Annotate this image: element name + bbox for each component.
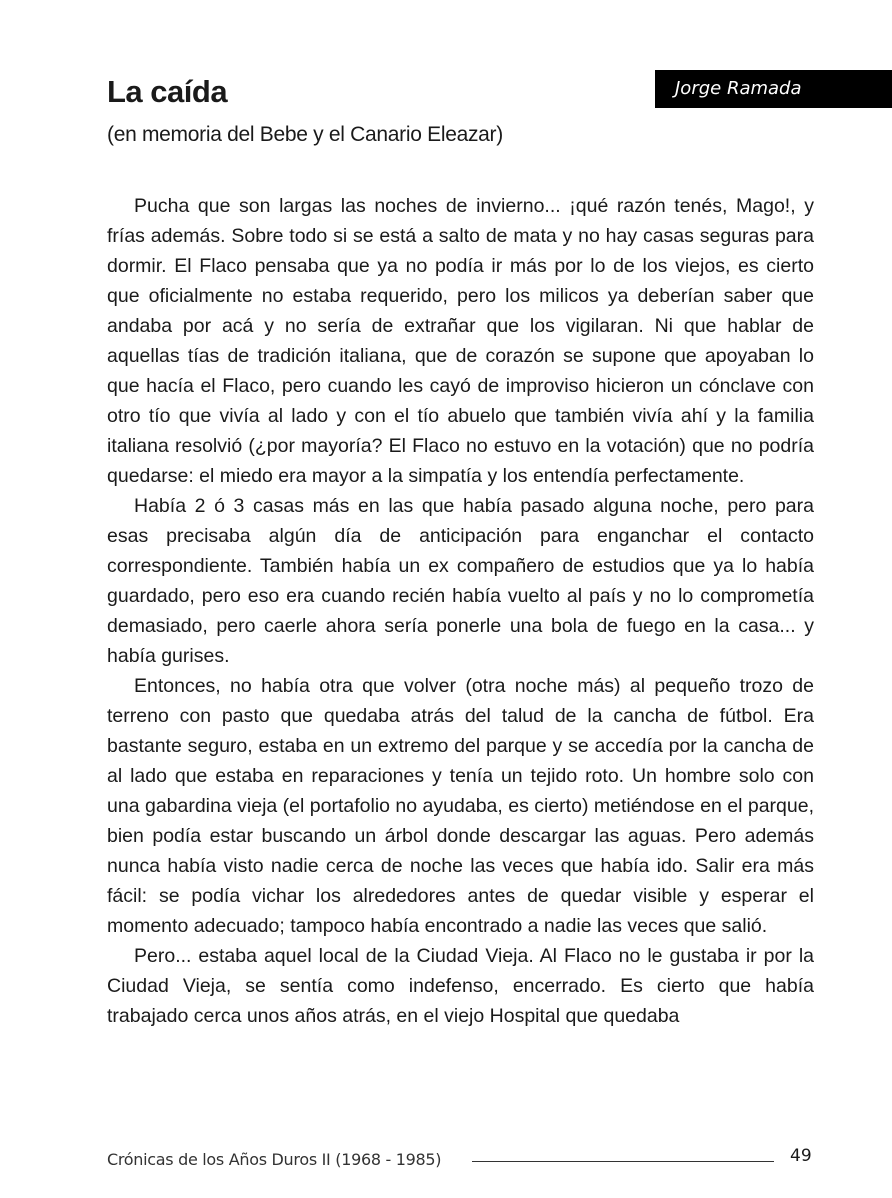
paragraph: Entonces, no había otra que volver (otra noche más) al pequeño trozo de terreno con pasto que quedaba atrás del talud de la cancha de fútbol. Era bastante seguro, estaba en un extremo del parque y se accedía por la cancha de al lado que estaba en reparaciones y tenía un tejido roto. Un hombre solo con una gabardina vieja (el portafolio no ayudaba, es cierto) metiéndose en el parque, bien podía estar buscando un árbol donde descargar las aguas. Pero además nunca había visto nadie cerca de noche las veces que había ido. Salir era más fácil: se podía vichar los alrededores antes de quedar visible y esperar el momento adecuado; tampoco había encontrado a nadie las veces que salió. xyxy=(107,675,814,937)
paragraph: Pucha que son largas las noches de invierno... ¡qué razón tenés, Mago!, y frías además. Sobre todo si se está a salto de mata y no hay casas seguras para dormir. El Flaco pensaba que ya no podía ir más por lo de los viejos, es cierto que oficialmente no estaba requerido, pero los milicos ya deberían saber que andaba por acá y no sería de extrañar que los vigilaran. Ni que hablar de aquellas tías de tradición italiana, que de corazón se supone que apoyaban lo que hacía el Flaco, pero cuando les cayó de improviso hicieron un cónclave con otro tío que vivía al lado y con el tío abuelo que también vivía ahí y la familia italiana resolvió (¿por mayoría? El Flaco no estuvo en la votación) que no podría quedarse: el miedo era mayor a la simpatía y los entendía perfectamente. xyxy=(107,195,814,487)
footer-book-title: Crónicas de los Años Duros II (1968 - 1985) xyxy=(107,1150,442,1169)
body-text xyxy=(107,191,814,1031)
paragraph: Había 2 ó 3 casas más en las que había pasado alguna noche, pero para esas precisaba algún día de anticipación para enganchar el contacto correspondiente. También había un ex compañero de estudios que ya lo había guardado, pero eso era cuando recién había vuelto al país y no lo comprometía demasiado, pero caerle ahora sería ponerle una bola de fuego en la casa... y había gurises. xyxy=(107,495,814,667)
author-banner xyxy=(655,70,892,108)
chapter-title: La caída xyxy=(107,74,228,109)
page-number: 49 xyxy=(790,1146,812,1166)
author-name: Jorge Ramada xyxy=(675,78,802,99)
chapter-subtitle: (en memoria del Bebe y el Canario Eleazar) xyxy=(107,123,503,146)
footer-divider xyxy=(472,1161,774,1162)
paragraph: Pero... estaba aquel local de la Ciudad Vieja. Al Flaco no le gustaba ir por la Ciudad Vieja, se sentía como indefenso, encerrado. Es cierto que había trabajado cerca unos años atrás, en el viejo Hospital que quedaba xyxy=(107,945,814,1027)
